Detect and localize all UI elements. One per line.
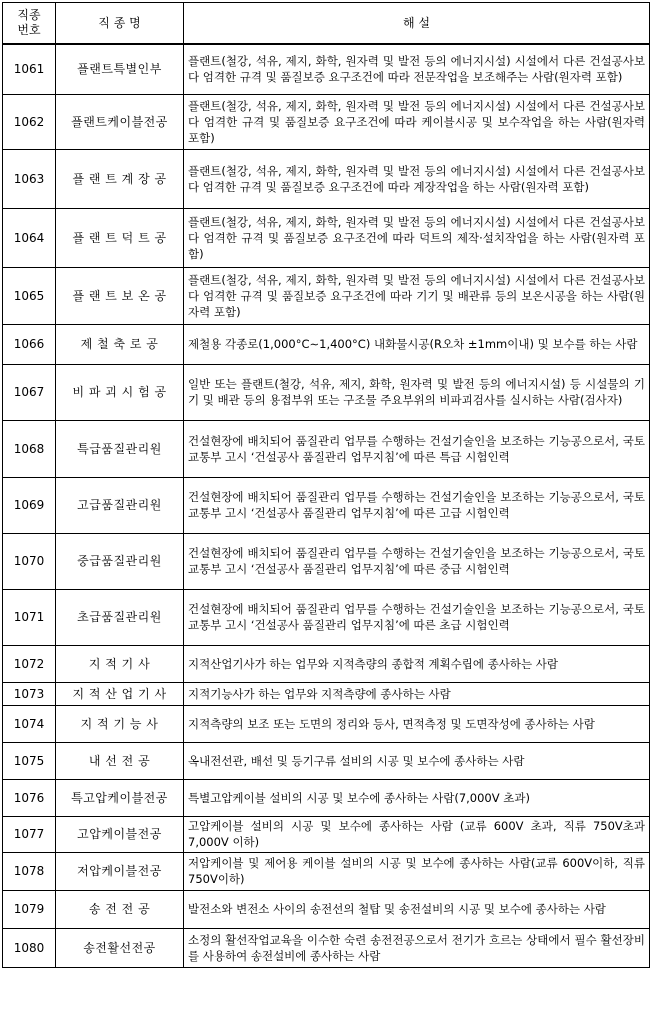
job-description-table xyxy=(2,2,650,968)
job-code: 1079 xyxy=(3,890,56,928)
job-description: 플랜트(철강, 석유, 제지, 화학, 원자력 및 발전 등의 에너지시설) 시설에서 다른 건설공사보다 엄격한 규격 및 품질보증 요구조건에 따라 기기 및 배관류 등의 보온시공을 하는 사람(원자력 포함) xyxy=(184,267,650,324)
table-row xyxy=(3,816,650,852)
job-code: 1073 xyxy=(3,682,56,705)
job-name: 지 적 기 능 사 xyxy=(56,705,184,742)
table-row xyxy=(3,742,650,779)
job-name: 송전활선전공 xyxy=(56,928,184,967)
job-description: 건설현장에 배치되어 품질관리 업무를 수행하는 건설기술인을 보조하는 기능공으로서, 국토교통부 고시 ‘건설공사 품질관리 업무지침’에 따른 중급 시험인력 xyxy=(184,533,650,589)
job-name: 중급품질관리원 xyxy=(56,533,184,589)
job-code: 1072 xyxy=(3,645,56,682)
job-description: 플랜트(철강, 석유, 제지, 화학, 원자력 및 발전 등의 에너지시설) 시설에서 다른 건설공사보다 엄격한 규격 및 품질보증 요구조건에 따라 전문작업을 보조해주는 사람(원자력 포함) xyxy=(184,44,650,94)
job-name: 특고압케이블전공 xyxy=(56,779,184,816)
job-description: 지적기능사가 하는 업무와 지적측량에 종사하는 사람 xyxy=(184,682,650,705)
job-description: 고압케이블 설비의 시공 및 보수에 종사하는 사람 (교류 600V 초과, 직류 750V초과 7,000V 이하) xyxy=(184,816,650,852)
job-description: 소정의 활선작업교육을 이수한 숙련 송전전공으로서 전기가 흐르는 상태에서 필수 활선장비를 사용하여 송전설비에 종사하는 사람 xyxy=(184,928,650,967)
job-name: 제 철 축 로 공 xyxy=(56,324,184,364)
header-row xyxy=(3,3,650,45)
table-row xyxy=(3,477,650,533)
table-row xyxy=(3,324,650,364)
job-code: 1071 xyxy=(3,589,56,645)
table-row xyxy=(3,267,650,324)
table-row xyxy=(3,364,650,420)
job-code: 1077 xyxy=(3,816,56,852)
job-description: 플랜트(철강, 석유, 제지, 화학, 원자력 및 발전 등의 에너지시설) 시설에서 다른 건설공사보다 엄격한 규격 및 품질보증 요구조건에 따라 케이블시공 및 보수작업을 하는 사람(원자력 포함) xyxy=(184,94,650,149)
job-description: 특별고압케이블 설비의 시공 및 보수에 종사하는 사람(7,000V 초과) xyxy=(184,779,650,816)
job-description: 플랜트(철강, 석유, 제지, 화학, 원자력 및 발전 등의 에너지시설) 시설에서 다른 건설공사보다 엄격한 규격 및 품질보증 요구조건에 따라 덕트의 제작·설치작업을 하는 사람(원자력 포함) xyxy=(184,208,650,267)
job-name: 초급품질관리원 xyxy=(56,589,184,645)
table-row xyxy=(3,44,650,94)
job-code: 1061 xyxy=(3,44,56,94)
header-job-code xyxy=(3,3,56,45)
header-description: 해 설 xyxy=(184,3,650,45)
table-row xyxy=(3,149,650,208)
job-code: 1065 xyxy=(3,267,56,324)
job-description: 지적측량의 보조 또는 도면의 정리와 등사, 면적측정 및 도면작성에 종사하는 사람 xyxy=(184,705,650,742)
job-code: 1080 xyxy=(3,928,56,967)
job-code: 1069 xyxy=(3,477,56,533)
job-name: 플 랜 트 보 온 공 xyxy=(56,267,184,324)
job-description: 건설현장에 배치되어 품질관리 업무를 수행하는 건설기술인을 보조하는 기능공으로서, 국토교통부 고시 ‘건설공사 품질관리 업무지침’에 따른 초급 시험인력 xyxy=(184,589,650,645)
job-code: 1064 xyxy=(3,208,56,267)
header-job-code-label: 직종 번호 xyxy=(17,8,41,37)
job-name: 특급품질관리원 xyxy=(56,420,184,477)
job-description: 제철용 각종로(1,000°C∼1,400°C) 내화물시공(R오차 ±1mm이내) 및 보수를 하는 사람 xyxy=(184,324,650,364)
job-description: 발전소와 변전소 사이의 송전선의 철탑 및 송전설비의 시공 및 보수에 종사하는 사람 xyxy=(184,890,650,928)
table-row xyxy=(3,420,650,477)
job-description: 저압케이블 및 제어용 케이블 설비의 시공 및 보수에 종사하는 사람(교류 600V이하, 직류 750V이하) xyxy=(184,852,650,890)
job-description: 플랜트(철강, 석유, 제지, 화학, 원자력 및 발전 등의 에너지시설) 시설에서 다른 건설공사보다 엄격한 규격 및 품질보증 요구조건에 따라 계장작업을 하는 사람(원자력 포함) xyxy=(184,149,650,208)
job-code: 1068 xyxy=(3,420,56,477)
job-code: 1078 xyxy=(3,852,56,890)
job-code: 1074 xyxy=(3,705,56,742)
table-row xyxy=(3,779,650,816)
table-row xyxy=(3,890,650,928)
job-name: 지 적 산 업 기 사 xyxy=(56,682,184,705)
job-name: 내 선 전 공 xyxy=(56,742,184,779)
job-name: 플랜트케이블전공 xyxy=(56,94,184,149)
table-row xyxy=(3,645,650,682)
table-row xyxy=(3,208,650,267)
table-row xyxy=(3,533,650,589)
job-name: 플 랜 트 덕 트 공 xyxy=(56,208,184,267)
job-description: 일반 또는 플랜트(철강, 석유, 제지, 화학, 원자력 및 발전 등의 에너지시설) 등 시설물의 기기 및 배관 등의 용접부위 또는 구조물 주요부위의 비파괴검사를 실시하는 사람(검사자) xyxy=(184,364,650,420)
table-row xyxy=(3,94,650,149)
job-description: 건설현장에 배치되어 품질관리 업무를 수행하는 건설기술인을 보조하는 기능공으로서, 국토교통부 고시 ‘건설공사 품질관리 업무지침’에 따른 고급 시험인력 xyxy=(184,477,650,533)
table-row xyxy=(3,705,650,742)
table-row xyxy=(3,682,650,705)
job-name: 플 랜 트 계 장 공 xyxy=(56,149,184,208)
job-name: 플랜트특별인부 xyxy=(56,44,184,94)
job-name: 저압케이블전공 xyxy=(56,852,184,890)
job-description: 옥내전선관, 배선 및 등기구류 설비의 시공 및 보수에 종사하는 사람 xyxy=(184,742,650,779)
table-body xyxy=(3,44,650,967)
job-code: 1062 xyxy=(3,94,56,149)
job-code: 1070 xyxy=(3,533,56,589)
table-row xyxy=(3,852,650,890)
job-description: 건설현장에 배치되어 품질관리 업무를 수행하는 건설기술인을 보조하는 기능공으로서, 국토교통부 고시 ‘건설공사 품질관리 업무지침’에 따른 특급 시험인력 xyxy=(184,420,650,477)
job-name: 고압케이블전공 xyxy=(56,816,184,852)
job-code: 1063 xyxy=(3,149,56,208)
job-code: 1066 xyxy=(3,324,56,364)
job-code: 1067 xyxy=(3,364,56,420)
job-code: 1075 xyxy=(3,742,56,779)
job-description: 지적산업기사가 하는 업무와 지적측량의 종합적 계획수립에 종사하는 사람 xyxy=(184,645,650,682)
job-code: 1076 xyxy=(3,779,56,816)
header-job-name: 직 종 명 xyxy=(56,3,184,45)
job-name: 고급품질관리원 xyxy=(56,477,184,533)
job-name: 비 파 괴 시 험 공 xyxy=(56,364,184,420)
table-row xyxy=(3,589,650,645)
job-name: 송 전 전 공 xyxy=(56,890,184,928)
table-row xyxy=(3,928,650,967)
table-header xyxy=(3,3,650,45)
job-name: 지 적 기 사 xyxy=(56,645,184,682)
